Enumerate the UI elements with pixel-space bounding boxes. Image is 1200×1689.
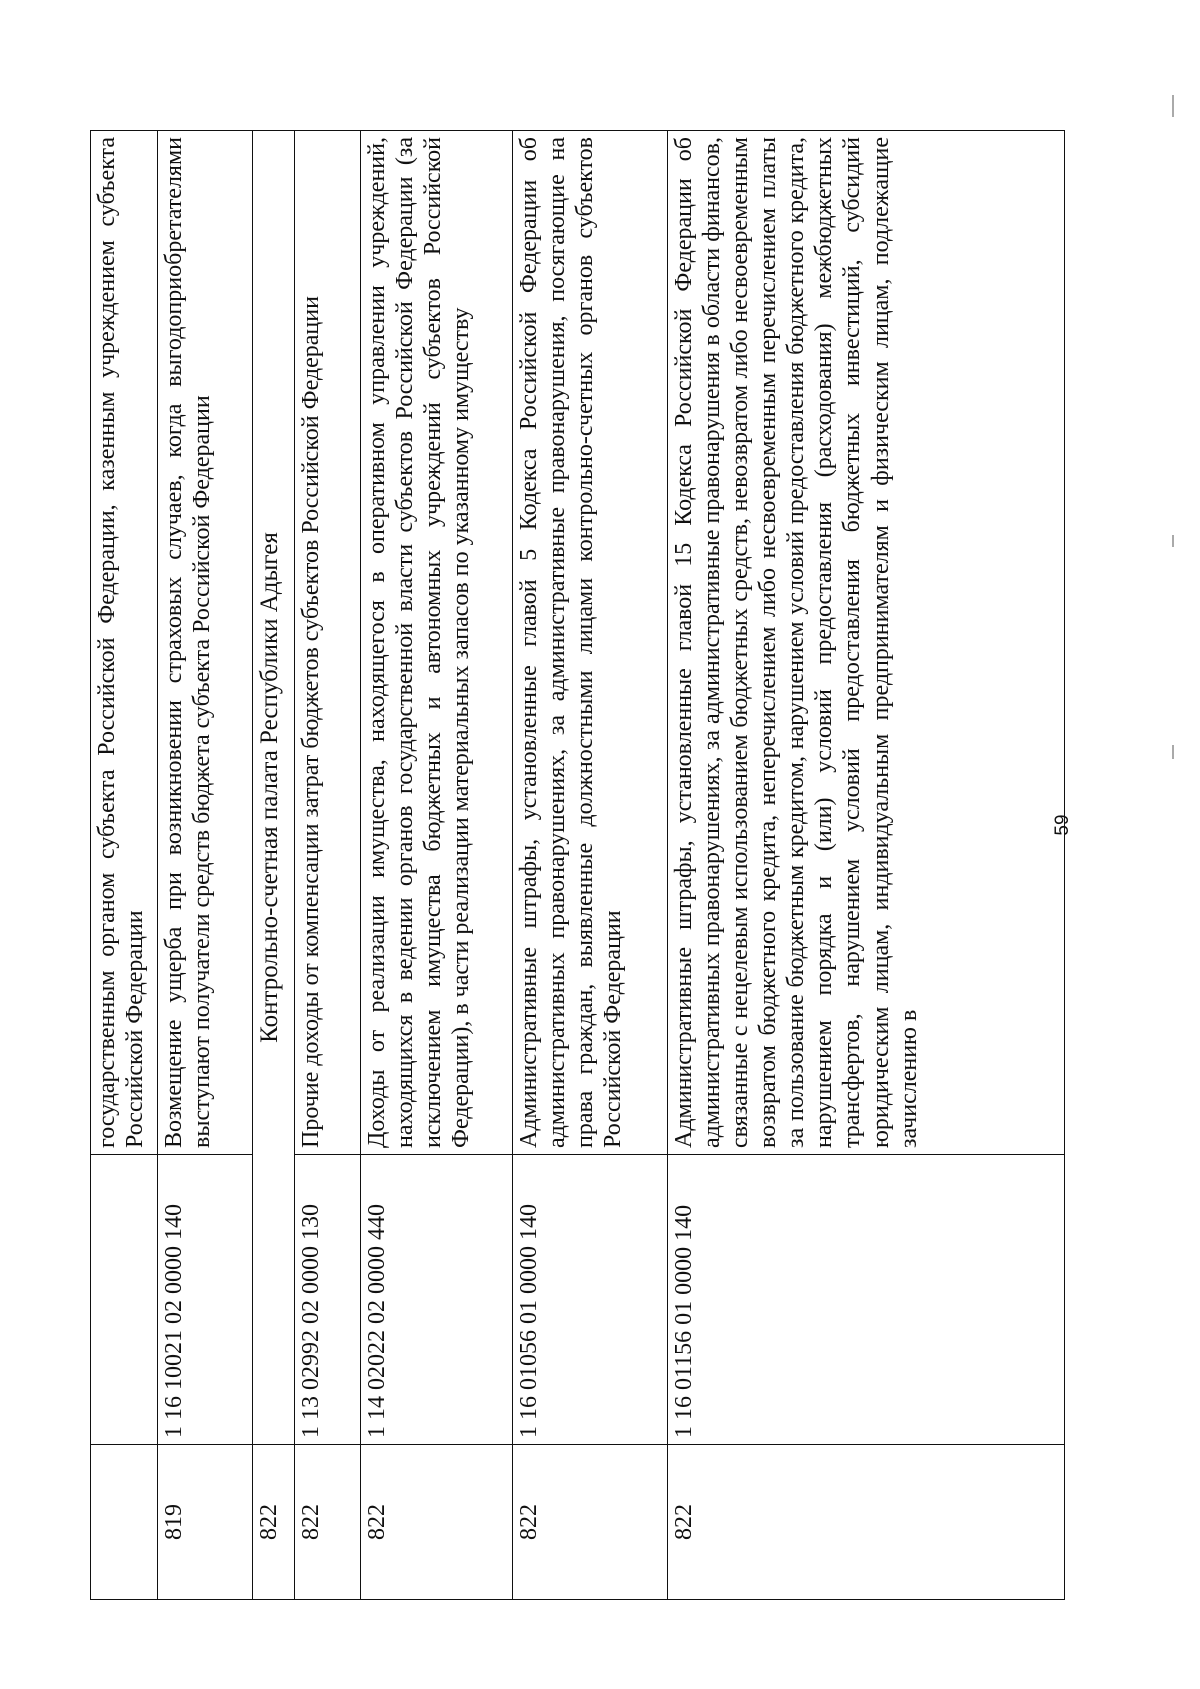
description-cell: Административные штрафы, установленные главой 5 Кодекса Российской Федерации об административных правонарушениях, за административные правонарушения, посягающие на права граждан, выявленные должностными лицами контрольно-счетных органов субъектов Российской Федерации: [513, 131, 668, 1155]
admin-code-cell: 822: [253, 1445, 295, 1600]
table-row: [91, 131, 158, 1600]
description-cell: Прочие доходы от компенсации затрат бюджетов субъектов Российской Федерации: [295, 131, 361, 1155]
section-title: Контрольно-счетная палата Республики Адыгея: [253, 131, 295, 1445]
section-row: [253, 131, 295, 1600]
description-cell: государственным органом субъекта Российской Федерации, казенным учреждением субъекта Российской Федерации: [91, 131, 158, 1155]
revenue-code-cell: 1 16 01056 01 0000 140: [513, 1155, 668, 1445]
admin-code-cell: 822: [295, 1445, 361, 1600]
rotated-page-content: [90, 130, 1065, 1600]
admin-code-cell: [91, 1445, 158, 1600]
description-cell: Возмещение ущерба при возникновении страховых случаев, когда выгодоприобретателями выступают получатели средств бюджета субъекта Российской Федерации: [158, 131, 253, 1155]
table-row: [513, 131, 668, 1600]
admin-code-cell: 822: [668, 1445, 1065, 1600]
table-row: [361, 131, 513, 1600]
revenue-code-cell: 1 13 02992 02 0000 130: [295, 1155, 361, 1445]
admin-code-cell: 819: [158, 1445, 253, 1600]
revenue-table: [90, 130, 1065, 1600]
table-row: [295, 131, 361, 1600]
revenue-code-cell: 1 16 10021 02 0000 140: [158, 1155, 253, 1445]
scan-mark: [1172, 535, 1174, 547]
description-cell: Административные штрафы, установленные главой 15 Кодекса Российской Федерации об административных правонарушениях, за административные правонарушения в области финансов, связанные с нецелевым использованием бюджетных средств, невозвратом либо несвоевременным возвратом бюджетного кредита, неперечислением либо несвоевременным перечислением платы за пользование бюджетным кредитом, нарушением условий предоставления бюджетного кредита, нарушением порядка и (или) условий предоставления (расходования) межбюджетных трансфертов, нарушением условий предоставления бюджетных инвестиций, субсидий юридическим лицам, индивидуальным предпринимателям и физическим лицам, подлежащие зачислению в: [668, 131, 1065, 1155]
admin-code-cell: 822: [513, 1445, 668, 1600]
revenue-code-cell: [91, 1155, 158, 1445]
revenue-code-cell: 1 14 02022 02 0000 440: [361, 1155, 513, 1445]
scan-mark: [1172, 95, 1174, 117]
revenue-code-cell: 1 16 01156 01 0000 140: [668, 1155, 1065, 1445]
table-row: [158, 131, 253, 1600]
admin-code-cell: 822: [361, 1445, 513, 1600]
description-cell: Доходы от реализации имущества, находящегося в оперативном управлении учреждений, находящихся в ведении органов государственной власти субъектов Российской Федерации (за исключением имущества бюджетных и автономных учреждений субъектов Российской Федерации), в части реализации материальных запасов по указанному имуществу: [361, 131, 513, 1155]
scan-mark: [1172, 745, 1174, 759]
page-number: 59: [1052, 814, 1073, 836]
table-row: [668, 131, 1065, 1600]
